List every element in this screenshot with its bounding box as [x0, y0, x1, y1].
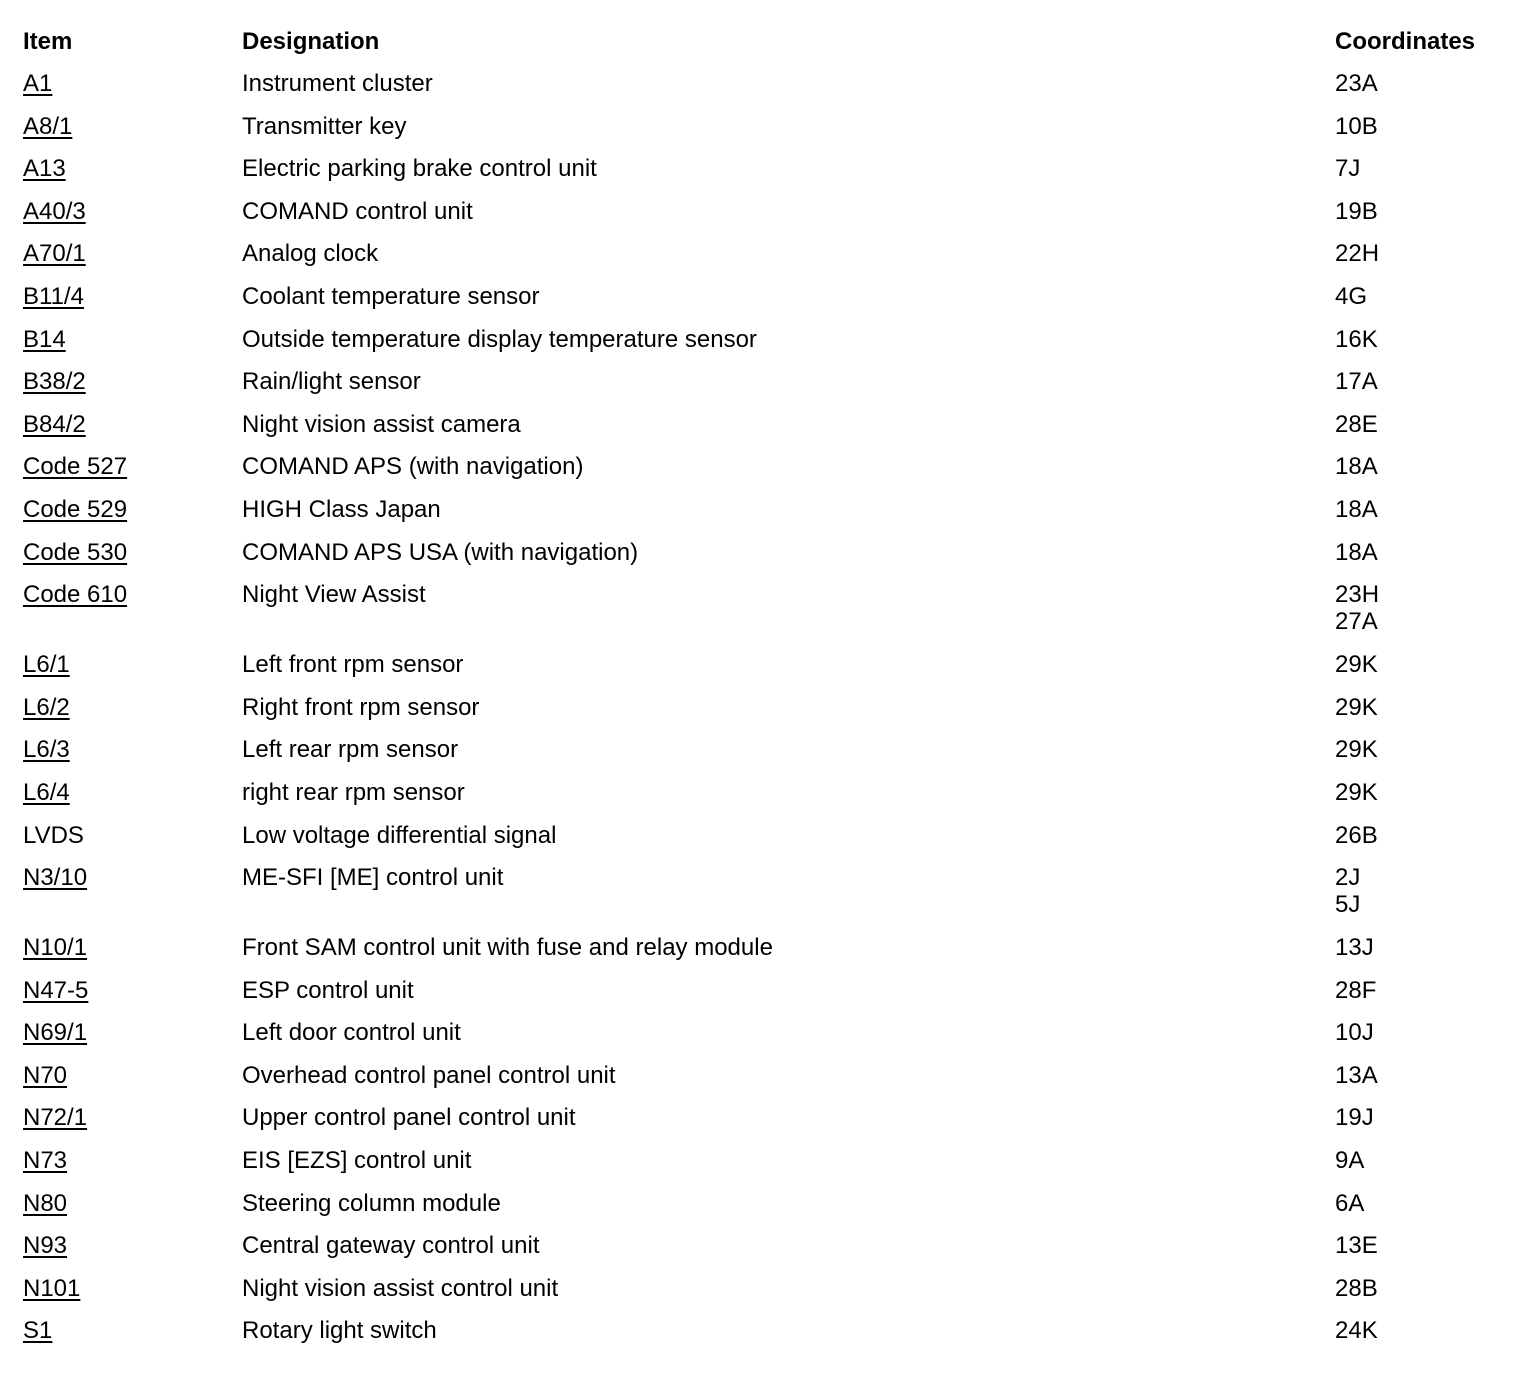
item-cell [23, 1275, 242, 1302]
coordinate-value: 29K [1335, 693, 1378, 721]
item-link[interactable]: Code 530 [23, 538, 128, 566]
designation-cell: Analog clock [242, 240, 379, 268]
item-cell [23, 326, 242, 353]
coordinates-cell [1335, 70, 1503, 97]
coordinate-value: 23A [1335, 70, 1378, 97]
coordinates-cell [1335, 240, 1503, 267]
designation-cell: Rain/light sensor [242, 368, 421, 396]
coordinate-value: 5J [1335, 891, 1361, 919]
designation-cell: Night vision assist camera [242, 410, 521, 438]
table-row [23, 1232, 1503, 1275]
designation-cell: Night View Assist [242, 581, 426, 609]
coordinates-cell [1335, 977, 1503, 1004]
table-row [23, 1019, 1503, 1062]
coordinates-cell [1335, 651, 1503, 678]
item-link[interactable]: N80 [23, 1189, 68, 1217]
coordinate-value: 26B [1335, 821, 1378, 849]
item-link[interactable]: N93 [23, 1232, 68, 1260]
designation-cell: Upper control panel control unit [242, 1104, 576, 1132]
coordinate-value: 18A [1335, 453, 1378, 481]
designation-cell: Low voltage differential signal [242, 821, 557, 849]
item-cell [23, 155, 242, 182]
coordinates-cell [1335, 539, 1503, 566]
coordinates-cell [1335, 411, 1503, 438]
coordinate-value: 16K [1335, 325, 1378, 353]
coordinate-value: 27A [1335, 608, 1378, 636]
coordinates-cell [1335, 581, 1503, 635]
item-link[interactable]: A70/1 [23, 240, 86, 268]
table-header [23, 28, 1503, 70]
table-row [23, 70, 1503, 113]
designation-cell: Coolant temperature sensor [242, 282, 540, 310]
item-cell [23, 977, 242, 1004]
table-row [23, 113, 1503, 156]
item-cell [23, 822, 242, 849]
item-link[interactable]: B11/4 [23, 282, 84, 310]
coordinates-cell [1335, 822, 1503, 849]
table-row [23, 283, 1503, 326]
designation-cell: COMAND control unit [242, 197, 473, 225]
coordinate-value: 7J [1335, 155, 1361, 183]
table-row [23, 496, 1503, 539]
table-body [23, 70, 1503, 1360]
table-row [23, 240, 1503, 283]
coordinate-value: 28E [1335, 410, 1378, 438]
item-cell [23, 1232, 242, 1259]
item-cell [23, 198, 242, 225]
item-cell [23, 113, 242, 140]
table-row [23, 651, 1503, 694]
designation-cell: ESP control unit [242, 976, 414, 1004]
item-cell [23, 1062, 242, 1089]
item-link[interactable]: B84/2 [23, 410, 86, 438]
coordinates-cell [1335, 453, 1503, 480]
item-cell [23, 779, 242, 806]
item-cell [23, 539, 242, 566]
coordinate-value: 10J [1335, 1019, 1374, 1047]
table-row [23, 326, 1503, 369]
coordinate-value: 29K [1335, 736, 1378, 764]
coordinate-value: 29K [1335, 651, 1378, 679]
coordinates-cell [1335, 1232, 1503, 1259]
designation-cell: HIGH Class Japan [242, 495, 441, 523]
item-cell [23, 70, 242, 97]
item-link[interactable]: N72/1 [23, 1104, 88, 1132]
designation-cell: Night vision assist control unit [242, 1274, 559, 1302]
coordinates-cell [1335, 198, 1503, 225]
coordinate-value: 28F [1335, 976, 1377, 1004]
table-row [23, 539, 1503, 582]
coordinates-cell [1335, 694, 1503, 721]
item-link[interactable]: N70 [23, 1061, 68, 1089]
coordinates-cell [1335, 864, 1503, 918]
coordinates-cell [1335, 326, 1503, 353]
designation-cell: EIS [EZS] control unit [242, 1147, 472, 1175]
item-link[interactable]: L6/3 [23, 736, 70, 764]
coordinate-value: 10B [1335, 112, 1378, 140]
designation-cell: Left door control unit [242, 1019, 461, 1047]
coordinates-cell [1335, 1190, 1503, 1217]
coordinate-value: 13E [1335, 1232, 1378, 1260]
item-cell [23, 496, 242, 523]
table-row [23, 581, 1503, 651]
item-link[interactable]: B38/2 [23, 368, 86, 396]
coordinates-cell [1335, 113, 1503, 140]
item-link[interactable]: Code 610 [23, 581, 128, 609]
coordinates-cell [1335, 155, 1503, 182]
designation-cell: Left front rpm sensor [242, 651, 464, 679]
designation-cell: Outside temperature display temperature sensor [242, 325, 757, 353]
coordinate-value: 29K [1335, 778, 1378, 806]
item-cell [23, 1317, 242, 1344]
table-row [23, 1062, 1503, 1105]
coordinate-value: 18A [1335, 495, 1378, 523]
item-link[interactable]: N3/10 [23, 864, 88, 892]
table-row [23, 453, 1503, 496]
item-cell [23, 368, 242, 395]
table-row [23, 934, 1503, 977]
designation-cell: Steering column module [242, 1189, 501, 1217]
item-link[interactable]: N10/1 [23, 934, 88, 962]
coordinates-cell [1335, 1147, 1503, 1174]
table-row [23, 411, 1503, 454]
designation-cell: Instrument cluster [242, 70, 433, 97]
coordinate-value: 13A [1335, 1061, 1378, 1089]
coordinates-cell [1335, 1062, 1503, 1089]
designation-cell: COMAND APS (with navigation) [242, 453, 584, 481]
table-row [23, 368, 1503, 411]
item-cell [23, 736, 242, 763]
header-item: Item [23, 28, 73, 55]
coordinate-value: 23H [1335, 581, 1380, 609]
coordinates-cell [1335, 1019, 1503, 1046]
table-row [23, 1190, 1503, 1233]
item-link[interactable]: Code 527 [23, 453, 128, 481]
coordinate-value: 9A [1335, 1147, 1365, 1175]
item-link[interactable]: A40/3 [23, 197, 86, 225]
designation-cell: Front SAM control unit with fuse and relay module [242, 934, 773, 962]
coordinates-cell [1335, 1104, 1503, 1131]
designation-cell: Electric parking brake control unit [242, 155, 597, 183]
item-link[interactable]: N47-5 [23, 976, 89, 1004]
table-row [23, 198, 1503, 241]
item-link[interactable]: L6/2 [23, 693, 70, 721]
item-link[interactable]: N69/1 [23, 1019, 88, 1047]
item-cell [23, 1019, 242, 1046]
table-row [23, 864, 1503, 934]
table-row [23, 779, 1503, 822]
item-cell [23, 1190, 242, 1217]
coordinate-value: 24K [1335, 1317, 1378, 1345]
table-row [23, 977, 1503, 1020]
item-cell [23, 1147, 242, 1174]
item-cell [23, 453, 242, 480]
designation-cell: Central gateway control unit [242, 1232, 540, 1260]
table-row [23, 822, 1503, 865]
table-row [23, 736, 1503, 779]
designation-cell: Rotary light switch [242, 1317, 437, 1345]
coordinate-value: 19B [1335, 197, 1378, 225]
item-label: LVDS [23, 821, 84, 849]
item-link[interactable]: A13 [23, 155, 66, 183]
item-link[interactable]: L6/1 [23, 651, 70, 679]
designation-cell: COMAND APS USA (with navigation) [242, 538, 639, 566]
coordinates-cell [1335, 1275, 1503, 1302]
header-designation: Designation [242, 28, 380, 55]
coordinates-cell [1335, 283, 1503, 310]
item-cell [23, 651, 242, 678]
item-link[interactable]: L6/4 [23, 778, 70, 806]
designation-cell: Overhead control panel control unit [242, 1061, 616, 1089]
table-row [23, 1104, 1503, 1147]
header-coordinates: Coordinates [1335, 28, 1476, 55]
coordinates-cell [1335, 496, 1503, 523]
coordinates-cell [1335, 368, 1503, 395]
coordinates-cell [1335, 779, 1503, 806]
coordinates-cell [1335, 934, 1503, 961]
item-cell [23, 934, 242, 961]
item-link[interactable]: S1 [23, 1317, 53, 1345]
coordinate-value: 22H [1335, 240, 1380, 268]
coordinates-cell [1335, 1317, 1503, 1344]
item-link[interactable]: B14 [23, 325, 66, 353]
component-legend-table [23, 28, 1503, 1360]
item-cell [23, 240, 242, 267]
coordinates-cell [1335, 736, 1503, 763]
table-row [23, 155, 1503, 198]
item-link[interactable]: N73 [23, 1147, 68, 1175]
item-link[interactable]: A1 [23, 70, 53, 97]
table-row [23, 694, 1503, 737]
coordinate-value: 17A [1335, 368, 1378, 396]
item-cell [23, 411, 242, 438]
coordinate-value: 13J [1335, 934, 1374, 962]
item-link[interactable]: A8/1 [23, 112, 73, 140]
designation-cell: Right front rpm sensor [242, 693, 480, 721]
item-link[interactable]: N101 [23, 1274, 81, 1302]
item-cell [23, 694, 242, 721]
item-link[interactable]: Code 529 [23, 495, 128, 523]
item-cell [23, 283, 242, 310]
table-row [23, 1147, 1503, 1190]
coordinate-value: 6A [1335, 1189, 1365, 1217]
coordinate-value: 2J [1335, 864, 1361, 892]
designation-cell: Transmitter key [242, 112, 407, 140]
item-cell [23, 864, 242, 891]
designation-cell: Left rear rpm sensor [242, 736, 459, 764]
designation-cell: ME-SFI [ME] control unit [242, 864, 504, 892]
coordinate-value: 4G [1335, 282, 1368, 310]
coordinate-value: 19J [1335, 1104, 1374, 1132]
table-row [23, 1317, 1503, 1360]
designation-cell: right rear rpm sensor [242, 778, 465, 806]
item-cell [23, 1104, 242, 1131]
coordinate-value: 28B [1335, 1274, 1378, 1302]
item-cell [23, 581, 242, 608]
coordinate-value: 18A [1335, 538, 1378, 566]
table-row [23, 1275, 1503, 1318]
